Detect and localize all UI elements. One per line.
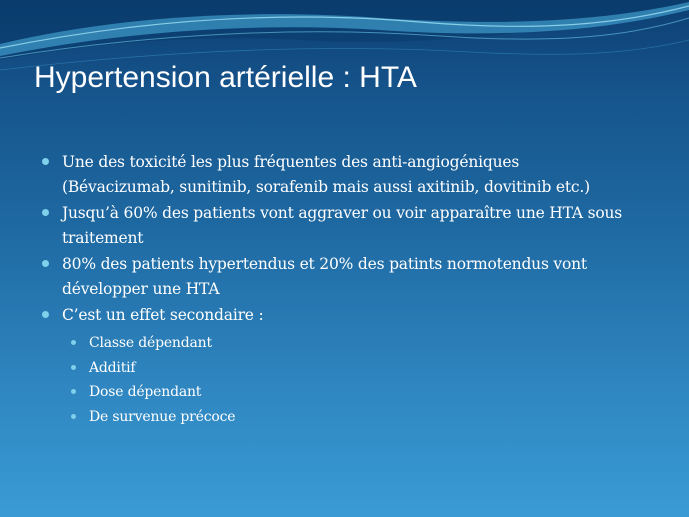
sub-bullet-dot-icon <box>71 414 76 419</box>
bullet-item <box>42 252 662 302</box>
sub-bullet-text: De survenue précoce <box>89 408 236 425</box>
sub-bullet-text: Classe dépendant <box>89 335 212 351</box>
sub-bullet-text: Dose dépendant <box>89 384 202 400</box>
sub-bullet-dot-icon <box>71 340 76 345</box>
sub-bullet-text: Additif <box>89 359 136 376</box>
bullet-text-line: C’est un effet secondaire : <box>62 306 264 324</box>
sub-bullet-item <box>62 405 662 430</box>
sub-bullet-item <box>62 380 662 405</box>
bullet-item <box>42 150 662 200</box>
bullet-text-line: (Bévacizumab, sunitinib, sorafenib mais aussi axitinib, dovitinib etc.) <box>62 178 590 196</box>
slide-content <box>42 150 662 430</box>
sub-bullet-item <box>62 331 662 356</box>
sub-bullet-item <box>62 356 662 381</box>
bullet-dot-icon <box>42 209 49 216</box>
bullet-dot-icon <box>42 158 49 165</box>
bullet-item <box>42 303 662 429</box>
bullet-text-line: 80% des patients hypertendus et 20% des patints normotendus vont <box>62 255 587 273</box>
slide-title: Hypertension artérielle : HTA <box>34 61 417 94</box>
bullet-dot-icon <box>42 260 49 267</box>
sub-bullet-dot-icon <box>71 365 76 370</box>
sub-bullet-dot-icon <box>71 389 76 394</box>
bullet-list <box>42 150 662 429</box>
bullet-text-line: traitement <box>62 229 144 247</box>
bullet-text-line: Une des toxicité les plus fréquentes des anti-angiogéniques <box>62 153 520 171</box>
sub-bullet-list <box>62 331 662 429</box>
bullet-text-line: Jusqu’à 60% des patients vont aggraver ou voir apparaître une HTA sous <box>62 204 623 222</box>
bullet-text-line: développer une HTA <box>62 280 220 298</box>
bullet-dot-icon <box>42 311 49 318</box>
bullet-item <box>42 201 662 251</box>
